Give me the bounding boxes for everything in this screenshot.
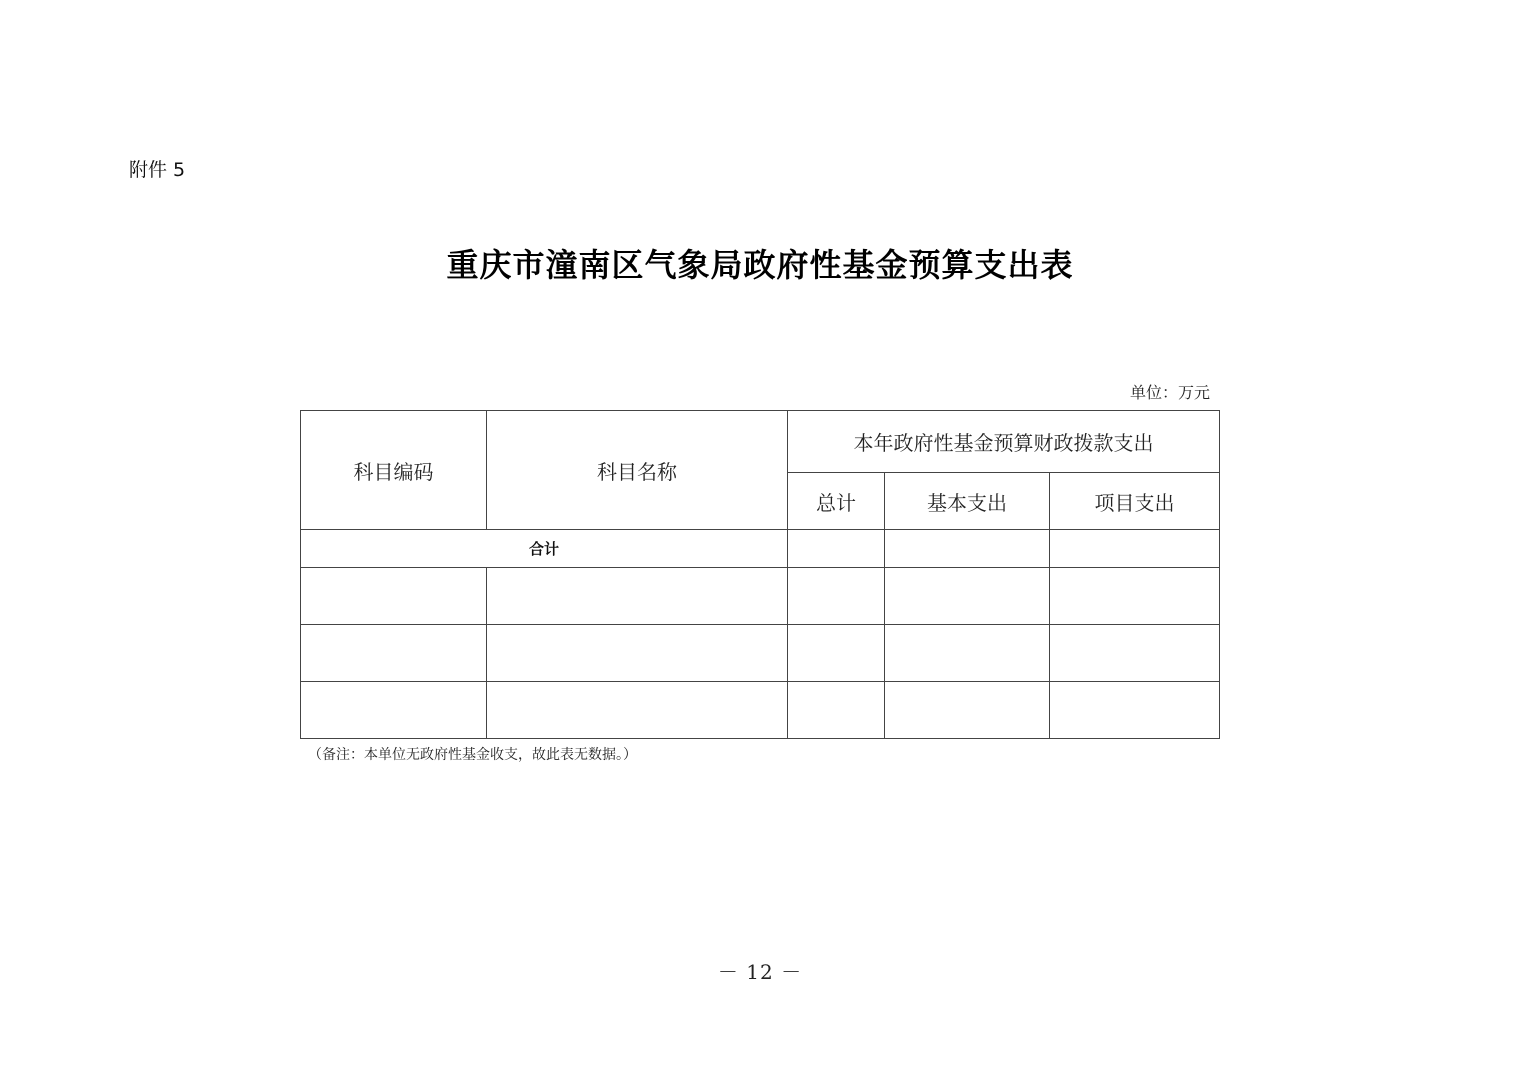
sum-row [301, 530, 1220, 568]
row-project [1050, 625, 1220, 682]
row-total [788, 625, 885, 682]
row-project [1050, 568, 1220, 625]
header-project: 项目支出 [1050, 473, 1220, 530]
sum-basic [885, 530, 1050, 568]
row-code [301, 625, 487, 682]
unit-label: 单位：万元 [1129, 383, 1210, 402]
table-header-row [301, 411, 1220, 473]
budget-table [300, 410, 1220, 739]
row-basic [885, 568, 1050, 625]
row-name [487, 568, 788, 625]
header-basic: 基本支出 [885, 473, 1050, 530]
row-basic [885, 682, 1050, 739]
sum-label: 合计 [301, 530, 788, 568]
page-number: － 12 － [717, 960, 803, 984]
row-total [788, 682, 885, 739]
document-title: 重庆市潼南区气象局政府性基金预算支出表 [446, 246, 1074, 284]
sum-project [1050, 530, 1220, 568]
row-basic [885, 625, 1050, 682]
attachment-label: 附件 5 [129, 159, 186, 181]
row-total [788, 568, 885, 625]
header-name: 科目名称 [487, 411, 788, 530]
row-project [1050, 682, 1220, 739]
table-note: （备注：本单位无政府性基金收支，故此表无数据。） [308, 747, 637, 763]
row-name [487, 682, 788, 739]
table-row [301, 682, 1220, 739]
table-row [301, 625, 1220, 682]
row-code [301, 568, 487, 625]
sum-total [788, 530, 885, 568]
header-code: 科目编码 [301, 411, 487, 530]
header-group: 本年政府性基金预算财政拨款支出 [788, 411, 1220, 473]
table-row [301, 568, 1220, 625]
row-name [487, 625, 788, 682]
header-total: 总计 [788, 473, 885, 530]
row-code [301, 682, 487, 739]
